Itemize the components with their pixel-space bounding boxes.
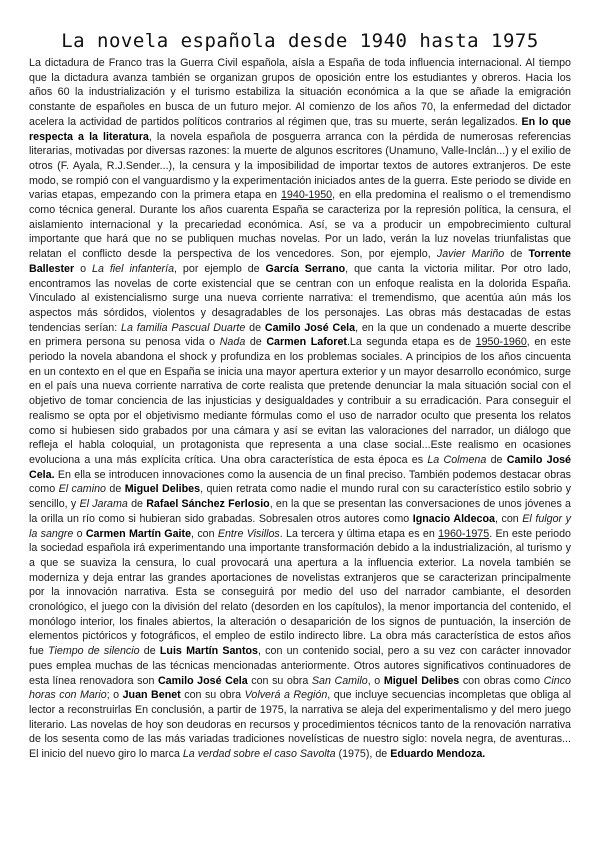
- text-run: , la novela española de posguerra arranca con la pérdida de numerosas referencias literarias, motivadas por diversas razones: la muerte de algunos escritores (Unamuno, Valle-Inclán...) y el exilio de otros (F. Ayala, R.J.Sender...), la censura y la imposibilidad de importar textos de autores extranjeros. De este modo, se rompió con el vanguardismo y la experimentación iniciados antes de la guerra. Este periodo se divide en varias etapas, empezando con la primera etapa en: [29, 130, 572, 202]
- work-title: Volverá a Región: [244, 689, 328, 702]
- work-title: San Camilo: [311, 674, 368, 687]
- text-run: , que canta la victoria militar. Por otro lado, encontramos las novelas de corte existencial que se centran con un enfoque realista en la dolorida España. Vinculado al existencialismo surge una nueva corriente narrativa: el tremendismo, que acentúa aún más los aspectos más sórdidos, violentos y desagradables de los personajes. Las obras más destacadas de estas tendencias serían:: [29, 262, 571, 334]
- text-run: , en la que un condenado a muerte describe en primera persona su penosa vida o: [29, 321, 572, 349]
- work-title: El camino: [58, 483, 106, 496]
- text-run: ; o: [106, 689, 123, 702]
- text-run: de: [139, 645, 160, 658]
- work-title: Javier Mariño: [436, 248, 505, 261]
- text-run: , con: [191, 527, 218, 540]
- work-title: El Jarama: [79, 498, 128, 511]
- work-title: La familia Pascual Duarte: [121, 321, 246, 334]
- text-run: , con un contenido social, pero a su vez con carácter innovador pues emplea muchas de las técnicas mencionadas anteriormente. Otros autores significativos continuadores de esta línea renovadora son: [29, 645, 572, 687]
- author-name: Miguel Delibes: [124, 483, 201, 496]
- text-run: , con: [494, 512, 523, 525]
- text-run: , que incluye secuencias incompletas que obliga al lector a reconstruirlas En conclusión, a partir de 1975, la narrativa se aleja del experimentalismo y del mero juego literario. Las novelas de hoy son deudoras en recursos y procedimientos técnicos tanto de la renovación narrativa de los sesenta como de las más variadas tradiciones novelísticas de nuestro siglo: novela negra, de aventuras... El inicio del nuevo giro lo marca: [29, 689, 572, 761]
- text-run: , en la que se presentan las conversaciones de unos jóvenes a la orilla un río como si hubieran sido grabadas. Sobresalen otros autores como: [29, 498, 571, 525]
- author-name: Ignacio Aldecoa: [412, 512, 495, 525]
- author-name: Camilo José Cela: [157, 674, 248, 687]
- text-run: . En este periodo la sociedad española irá experimentando una importante transformación debido a la industrialización, al turismo y a que se suaviza la censura, lo cual provocará una apertura a la influencia exterior. La novela también se moderniza y deja entrar las grandes aportaciones de novelistas extranjeros que se caracterizan principalmente por la innovación narrativa. Esta se conseguirá por medio del uso del narrador cambiante, el desorden cronológico, el juego con la división del relato (desorden en los capítulos), la menor importancia del contenido, el monólogo interior, los finales abiertos, la alteración o desaparición de los signos de puntuación, la inserción de elementos pictóricos y fotográficos, el empleo de estilo indirecto libre. La obra más característica de estos años fue: [29, 527, 571, 658]
- text-run: , por ejemplo de: [174, 262, 266, 275]
- work-title: Nada: [219, 336, 246, 349]
- text-run: de: [245, 336, 267, 349]
- text-run: de: [127, 498, 147, 511]
- text-run: La dictadura de Franco tras la Guerra Civil española, aísla a España de toda influencia internacional. Al tiempo que la dictadura avanza también se organizan grupos de oposición entre los estudiantes y obreros. Hacia los años 60 la industrialización y el turismo estabiliza la situación económica a la que se añade la emigración constante de españoles en busca de un futuro mejor. Al comienzo de los años 70, la enfermedad del dictador acelera la actividad de partidos políticos contrarios al régimen que, tras su muerte, serán legalizados.: [29, 57, 571, 128]
- text-run: , en este periodo la novela abandona el shock y profundiza en los problemas sociales. A principios de los años cincuenta en un contexto en el que en España se inicia una mayor apertura exterior y un mayor desarrollo económico, surge en el país una nueva corriente narrativa de corte realista que pretende denunciar la mala situación social con el objetivo de tomar conciencia de las injusticias y desigualdades y contribuir a su erradicación. Para conseguir el realismo se opta por el objetivismo mediante fórmulas como el uso de narrador oculto que presenta los relatos como si hubiesen sido grabados por una cámara y así se evitan las valoraciones del narrador, un diálogo que refleja el habla coloquial, un protagonista que representa a una clase social...Este realismo en ocasiones evoluciona a una más explícita crítica. Una obra característica de esta época es: [29, 336, 572, 466]
- date-range-1960-1975: 1960-1975: [438, 527, 490, 540]
- text-run: .La segunda etapa es de: [346, 336, 476, 349]
- work-title: Entre Visillos: [217, 527, 280, 540]
- text-run: de: [105, 483, 125, 496]
- author-name: Carmen Martín Gaite: [85, 527, 192, 540]
- text-run: con su obra: [180, 689, 245, 702]
- bold-heading-run: En lo que respecta a la literatura: [29, 115, 571, 143]
- author-name: Eduardo Mendoza.: [390, 748, 486, 761]
- text-run: o: [73, 527, 86, 540]
- text-run: , quien retrata como nadie el mundo rural con su característico estilo sobrio y sencillo, y: [29, 483, 571, 511]
- text-run: . La tercera y última etapa es en: [279, 527, 439, 540]
- body-paragraph: [29, 56, 571, 762]
- author-name: Luis Martín Santos: [159, 645, 258, 658]
- date-range-1950-1960: 1950-1960: [475, 336, 527, 349]
- author-name: Rafael Sánchez Ferlosio: [146, 498, 270, 511]
- work-title: La Colmena: [427, 453, 487, 466]
- work-title: El fulgor y la sangre: [29, 512, 571, 540]
- work-title: Tiempo de silencio: [48, 645, 140, 658]
- author-name: García Serrano: [265, 262, 346, 275]
- text-run: con su obra: [247, 674, 312, 687]
- text-run: (1975), de: [335, 748, 391, 761]
- text-run: , en ella predomina el realismo o el tremendismo como técnica general. Durante los años cuarenta España se caracteriza por la represión política, la censura, el aislamiento internacional y la precariedad económica. Así, se va a producir un empobrecimiento cultural importante que hará que no se publiquen muchas novelas. Por un lado, verán la luz novelas triunfalistas que relatan el conflicto desde la perspectiva de los vencedores. Son, por ejemplo,: [29, 189, 571, 261]
- text-run: de: [486, 453, 507, 466]
- document-title: La novela española desde 1940 hasta 1975: [61, 30, 539, 52]
- text-run: de: [504, 248, 529, 261]
- author-name: Torrente Ballester: [29, 248, 571, 275]
- work-title: Cinco horas con Mario: [29, 674, 571, 702]
- work-title: La verdad sobre el caso Savolta: [182, 748, 336, 761]
- author-name: Camilo José Cela: [264, 321, 356, 334]
- text-run: o: [74, 262, 92, 275]
- author-name: Juan Benet: [122, 689, 181, 702]
- date-range-1940-1950: 1940-1950: [280, 189, 333, 202]
- author-name: Carmen Laforet: [266, 336, 347, 349]
- work-title: La fiel infantería: [92, 262, 175, 275]
- text-run: con obras como: [459, 674, 544, 687]
- text-run: , o: [367, 674, 384, 687]
- author-name: Camilo José Cela.: [29, 453, 572, 481]
- text-run: de: [245, 321, 265, 334]
- author-name: Miguel Delibes: [383, 674, 460, 687]
- text-run: En ella se introducen innovaciones como la ausencia de un final preciso. También podemos destacar obras como: [29, 468, 571, 496]
